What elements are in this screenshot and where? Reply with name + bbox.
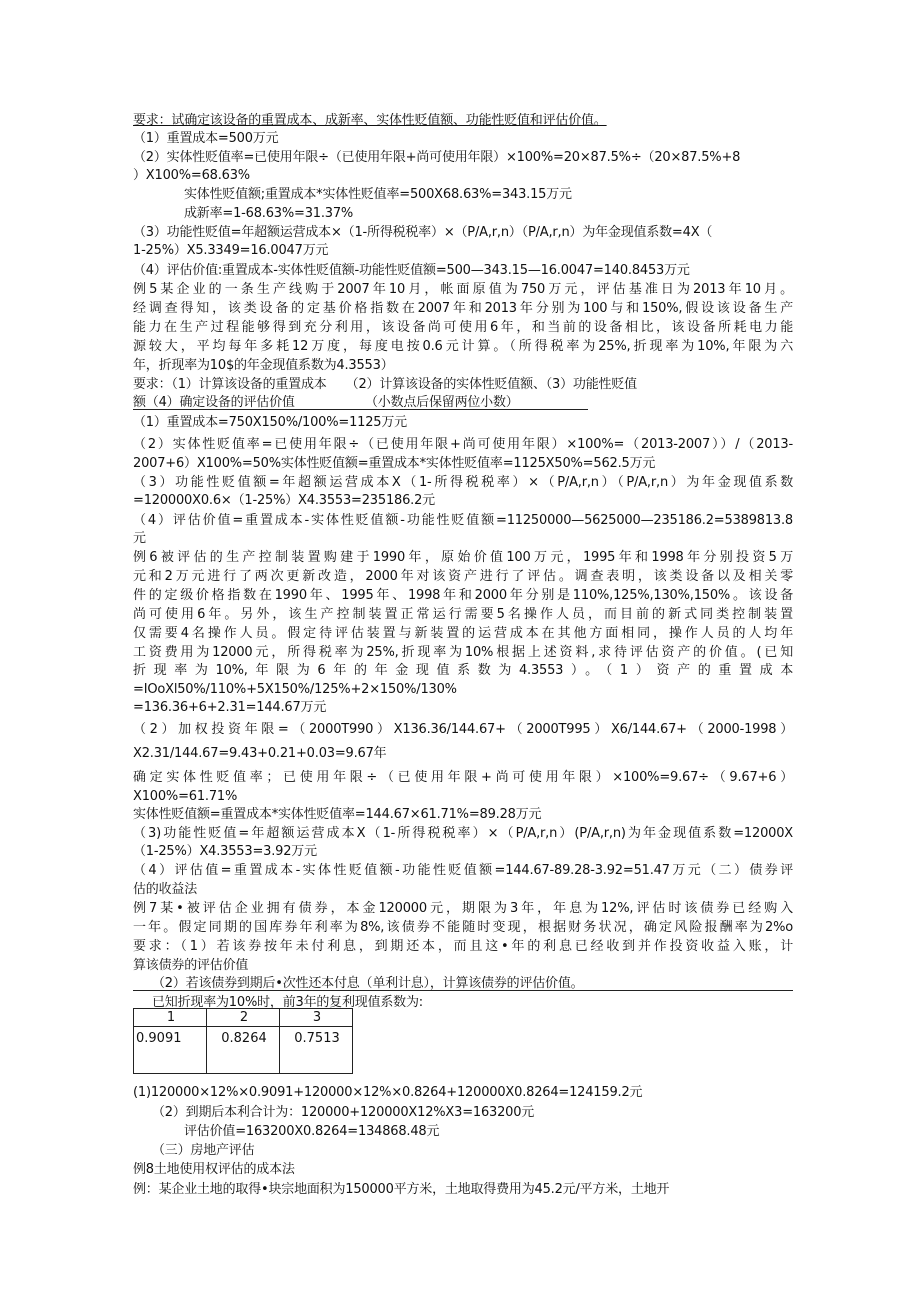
text-line: （1-25%）X4.3553=3.92万元 [133,844,317,859]
text-line: （1）重置成本=750X150%/100%=1125万元 [133,415,407,430]
text-line: （2）加权投资年限=（2000T990）X136.36/144.67+（2000T995）X6/144.67+（2000-1998） [133,722,793,737]
text-line: （3）功能性贬值=年超额运营成本×（1-所得税税率）×（P/A,r,n）（P/A,r,n）为年金现值系数=4X（ [133,225,713,240]
discount-factor-table [133,1008,353,1074]
text-line: 年，折现率为10$的年金现值系数为4.3553） [133,358,394,373]
table-row [134,1027,353,1074]
text-line: 已知折现率为10%时，前3年的复利现值系数为: [152,995,423,1010]
table-header-cell: 3 [280,1009,353,1027]
text-line: （3)功能性贬值=年超额运营成本X（1-所得税税率）×（P/A,r,n）(P/A,r,n)为年金现值系数=12000X [133,826,793,841]
text-line: (1)120000×12%×0.9091+120000×12%×0.8264+120000X0.8264=124159.2元 [133,1085,643,1100]
text-line: =120000X0.6×（1-25%）X4.3553=235186.2元 [133,493,435,508]
text-line: 件的定级价格指数在1990年、1995年、1998年和2000年分别是110%,125%,130%,150%。该设备 [133,588,793,603]
text-line: 要求：试确定该设备的重置成本、成新率、实体性贬值额、功能性贬值和评估价值。 [133,113,607,128]
text-line: 源较大，平均每年多耗12万度，每度电按0.6元计算。（所得税率为25%,折现率为10%,年限为六 [133,339,793,354]
underline-rule [133,409,588,410]
text-line: （4）评估价值=重置成本-实体性贬值额-功能性贬值额=11250000—5625000—235186.2=5389813.8 [133,513,793,528]
text-line: 例：某企业土地的取得•块宗地面积为150000平方米，土地取得费用为45.2元/平方米，土地开 [133,1182,670,1197]
table-cell: 0.9091 [134,1027,207,1074]
text-line: （1）重置成本=500万元 [133,131,279,146]
table-cell: 0.8264 [207,1027,280,1074]
text-line: 尚可使用6年。另外，该生产控制装置正常运行需要5名操作人员，而目前的新式同类控制装置 [133,607,793,622]
text-line: 评估价值=163200X0.8264=134868.48元 [184,1124,440,1139]
text-line: 能力在生产过程能够得到充分利用，该设备尚可使用6年，和当前的设备相比，该设备所耗电力能 [133,320,793,335]
text-line: 算该债券的评估价值 [133,958,249,973]
text-line: X2.31/144.67=9.43+0.21+0.03=9.67年 [133,746,387,761]
text-line: （2）实体性贬值率=已使用年限÷（已使用年限+尚可使用年限）×100%=（2013-2007））/（2013- [133,437,793,452]
text-line: 仅需要4名操作人员。假定待评估装置与新装置的运营成本在其他方面相同，操作人员的人均年 [133,626,793,641]
text-line: X100%=61.71% [133,789,238,804]
text-line: 一年。假定同期的国库券年利率为8%,该债券不能随时变现，根据财务状况，确定风险报酬率为2%o [133,920,793,935]
table-header-cell: 2 [207,1009,280,1027]
text-line: （2）实体性贬值率=已使用年限÷（已使用年限+尚可使用年限）×100%=20×87.5%÷（20×87.5%+8 [133,150,741,165]
text-line: 工资费用为12000元，所得税率为25%,折现率为10%根据上述资料,求待评估资产的价值。(已知 [133,645,793,660]
text-line: 额（4）确定设备的评估价值 （小数点后保留两位小数） [133,395,519,410]
text-line: 1-25%）X5.3349=16.0047万元 [133,243,329,258]
text-line: 成新率=1-68.63%=31.37% [184,206,354,221]
text-line: （4）评估值=重置成本-实体性贬值额-功能性贬值额=144.67-89.28-3.92=51.47万元（二）债券评 [133,863,793,878]
text-line: 例5某企业的一条生产线购于2007年10月，帐面原值为750万元，评估基准日为2013年10月。 [133,282,793,297]
text-line: 实体性贬值额=重置成本*实体性贬值率=144.67×61.71%=89.28万元 [133,807,542,822]
text-line: （2）若该债券到期后•次性还本付息（单利计息），计算该债券的评估价值。 [152,976,584,991]
table-cell: 0.7513 [280,1027,353,1074]
text-line: =IOoXl50%/110%+5X150%/125%+2×150%/130% [133,682,457,697]
text-line: 要求：（1）计算该设备的重置成本 （2）计算该设备的实体性贬值额、（3）功能性贬值 [133,377,637,392]
text-line: （三）房地产评估 [152,1143,255,1158]
table-header-row [134,1009,353,1027]
text-line: ）X100%=68.63% [133,168,250,183]
table-header-cell: 1 [134,1009,207,1027]
text-line: =136.36+6+2.31=144.67万元 [133,700,327,715]
text-line: 例8土地使用权评估的成本法 [133,1162,295,1177]
text-line: 例6被评估的生产控制装置购建于1990年，原始价值100万元，1995年和1998年分别投资5万 [133,550,793,565]
text-line: 元和2万元进行了两次更新改造，2000年对该资产进行了评估。调查表明，该类设备以及相关零 [133,569,793,584]
text-line: 要求：（1）若该券按年未付利息，到期还本，而且这•年的利息已经收到并作投资收益入账，计 [133,939,793,954]
text-line: 例7某•被评估企业拥有债券，本金120000元，期限为3年，年息为12%,评估时该债券已经购入 [133,901,793,916]
text-line: 折现率为10%,年限为6年的年金现值系数为4.3553）。（1）资产的重置成本 [133,663,793,678]
text-line: 确定实体性贬值率；已使用年限÷（已使用年限+尚可使用年限）×100%=9.67÷（9.67+6） [133,770,793,785]
text-line: 2007+6）X100%=50%实体性贬值额=重置成本*实体性贬值率=1125X50%=562.5万元 [133,456,656,471]
text-line: （3）功能性贬值额=年超额运营成本X（1-所得税税率）×（P/A,r,n）（P/A,r,n）为年金现值系数 [133,475,793,490]
text-line: 元 [133,531,146,546]
text-line: 实体性贬值额;重置成本*实体性贬值率=500X68.63%=343.15万元 [184,187,572,202]
text-line: 估的收益法 [133,882,198,897]
text-line: 经调查得知，该类设备的定基价格指数在2007年和2013年分别为100与和150%,假设该设备生产 [133,301,793,316]
underline-rule [133,990,793,991]
text-line: （2）到期后本利合计为：120000+120000X12%X3=163200元 [152,1105,535,1120]
text-line: （4）评估价值:重置成本-实体性贬值额-功能性贬值额=500—343.15—16.0047=140.8453万元 [133,263,690,278]
